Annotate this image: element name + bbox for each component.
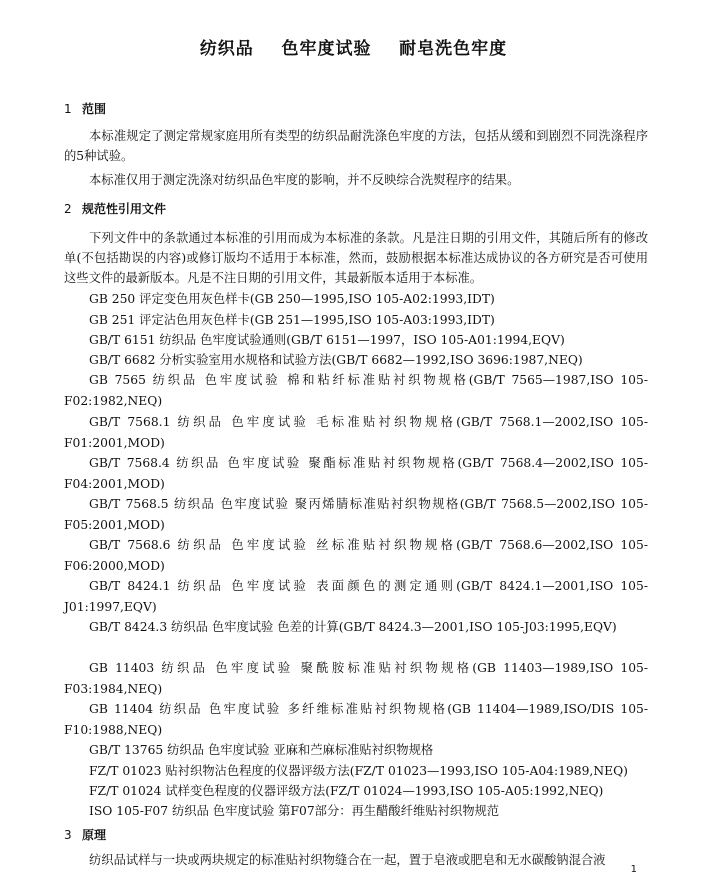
paragraph: 下列文件中的条款通过本标准的引用而成为本标准的条款。凡是注日期的引用文件，其随后所有的修改单(不包括勘误的内容)或修订版均不适用于本标准，然而，鼓励根据本标准达成协议的各方研究是否可使用这些文件的最新版本。凡是不注日期的引用文件，其最新版本适用于本标准。 [64, 231, 648, 285]
section-title: 原理 [82, 828, 107, 842]
reference-item: GB 11404 纺织品 色牢度试验 多纤维标准贴衬织物规格(GB 11404—1989,ISO/DIS 105-F10:1988,NEQ) [64, 702, 648, 737]
reference-item: GB 11403 纺织品 色牢度试验 聚酰胺标准贴衬织物规格(GB 11403—1989,ISO 105-F03:1984,NEQ) [64, 661, 648, 696]
paragraph: 纺织品试样与一块或两块规定的标准贴衬织物缝合在一起，置于皂液或肥皂和无水碳酸钠混合液 [89, 853, 606, 867]
reference-item: GB/T 8424.3 纺织品 色牢度试验 色差的计算(GB/T 8424.3—2001,ISO 105-J03:1995,EQV) [89, 620, 617, 634]
reference-item: FZ/T 01024 试样变色程度的仪器评级方法(FZ/T 01024—1993,ISO 105-A05:1992,NEQ) [89, 784, 604, 798]
section-number: 1 [64, 102, 72, 116]
section-heading-normative [64, 200, 166, 217]
section-heading-scope [64, 100, 106, 117]
reference-item: GB/T 7568.6 纺织品 色牢度试验 丝标准贴衬织物规格(GB/T 7568.6—2002,ISO 105-F06:2000,MOD) [64, 538, 648, 573]
reference-item: GB/T 6682 分析实验室用水规格和试验方法(GB/T 6682—1992,ISO 3696:1987,NEQ) [89, 353, 583, 367]
reference-item: GB 7565 纺织品 色牢度试验 棉和粘纤标准贴衬织物规格(GB/T 7565—1987,ISO 105-F02:1982,NEQ) [64, 373, 648, 408]
reference-item: GB/T 6151 纺织品 色牢度试验通则(GB/T 6151—1997，ISO 105-A01:1994,EQV) [89, 333, 565, 347]
reference-item: FZ/T 01023 贴衬织物沾色程度的仪器评级方法(FZ/T 01023—1993,ISO 105-A04:1989,NEQ) [89, 764, 628, 778]
section-number: 2 [64, 202, 72, 216]
paragraph: 本标准规定了测定常规家庭用所有类型的纺织品耐洗涤色牢度的方法，包括从缓和到剧烈不同洗涤程序的5种试验。 [64, 129, 648, 163]
document-title: 纺织品 色牢度试验 耐皂洗色牢度 [199, 39, 508, 59]
reference-item: GB 251 评定沾色用灰色样卡(GB 251—1995,ISO 105-A03:1993,IDT) [89, 313, 495, 327]
reference-item: GB/T 13765 纺织品 色牢度试验 亚麻和苎麻标准贴衬织物规格 [89, 743, 434, 757]
reference-item: GB 250 评定变色用灰色样卡(GB 250—1995,ISO 105-A02:1993,IDT) [89, 292, 495, 306]
reference-item: GB/T 7568.4 纺织品 色牢度试验 聚酯标准贴衬织物规格(GB/T 7568.4—2002,ISO 105-F04:2001,MOD) [64, 456, 648, 491]
page-number: 1 [630, 864, 637, 875]
reference-item: GB/T 7568.5 纺织品 色牢度试验 聚丙烯腈标准贴衬织物规格(GB/T 7568.5—2002,ISO 105-F05:2001,MOD) [64, 497, 648, 532]
reference-item: GB/T 7568.1 纺织品 色牢度试验 毛标准贴衬织物规格(GB/T 7568.1—2002,ISO 105-F01:2001,MOD) [64, 415, 648, 450]
section-title: 规范性引用文件 [82, 202, 167, 216]
reference-item: ISO 105-F07 纺织品 色牢度试验 第F07部分：再生醋酸纤维贴衬织物规范 [89, 804, 500, 818]
paragraph: 本标准仅用于测定洗涤对纺织品色牢度的影响，并不反映综合洗熨程序的结果。 [89, 173, 520, 187]
section-heading-principle [64, 826, 106, 843]
section-title: 范围 [82, 102, 107, 116]
reference-item: GB/T 8424.1 纺织品 色牢度试验 表面颜色的测定通则(GB/T 8424.1—2001,ISO 105-J01:1997,EQV) [64, 579, 648, 614]
section-number: 3 [64, 828, 72, 842]
